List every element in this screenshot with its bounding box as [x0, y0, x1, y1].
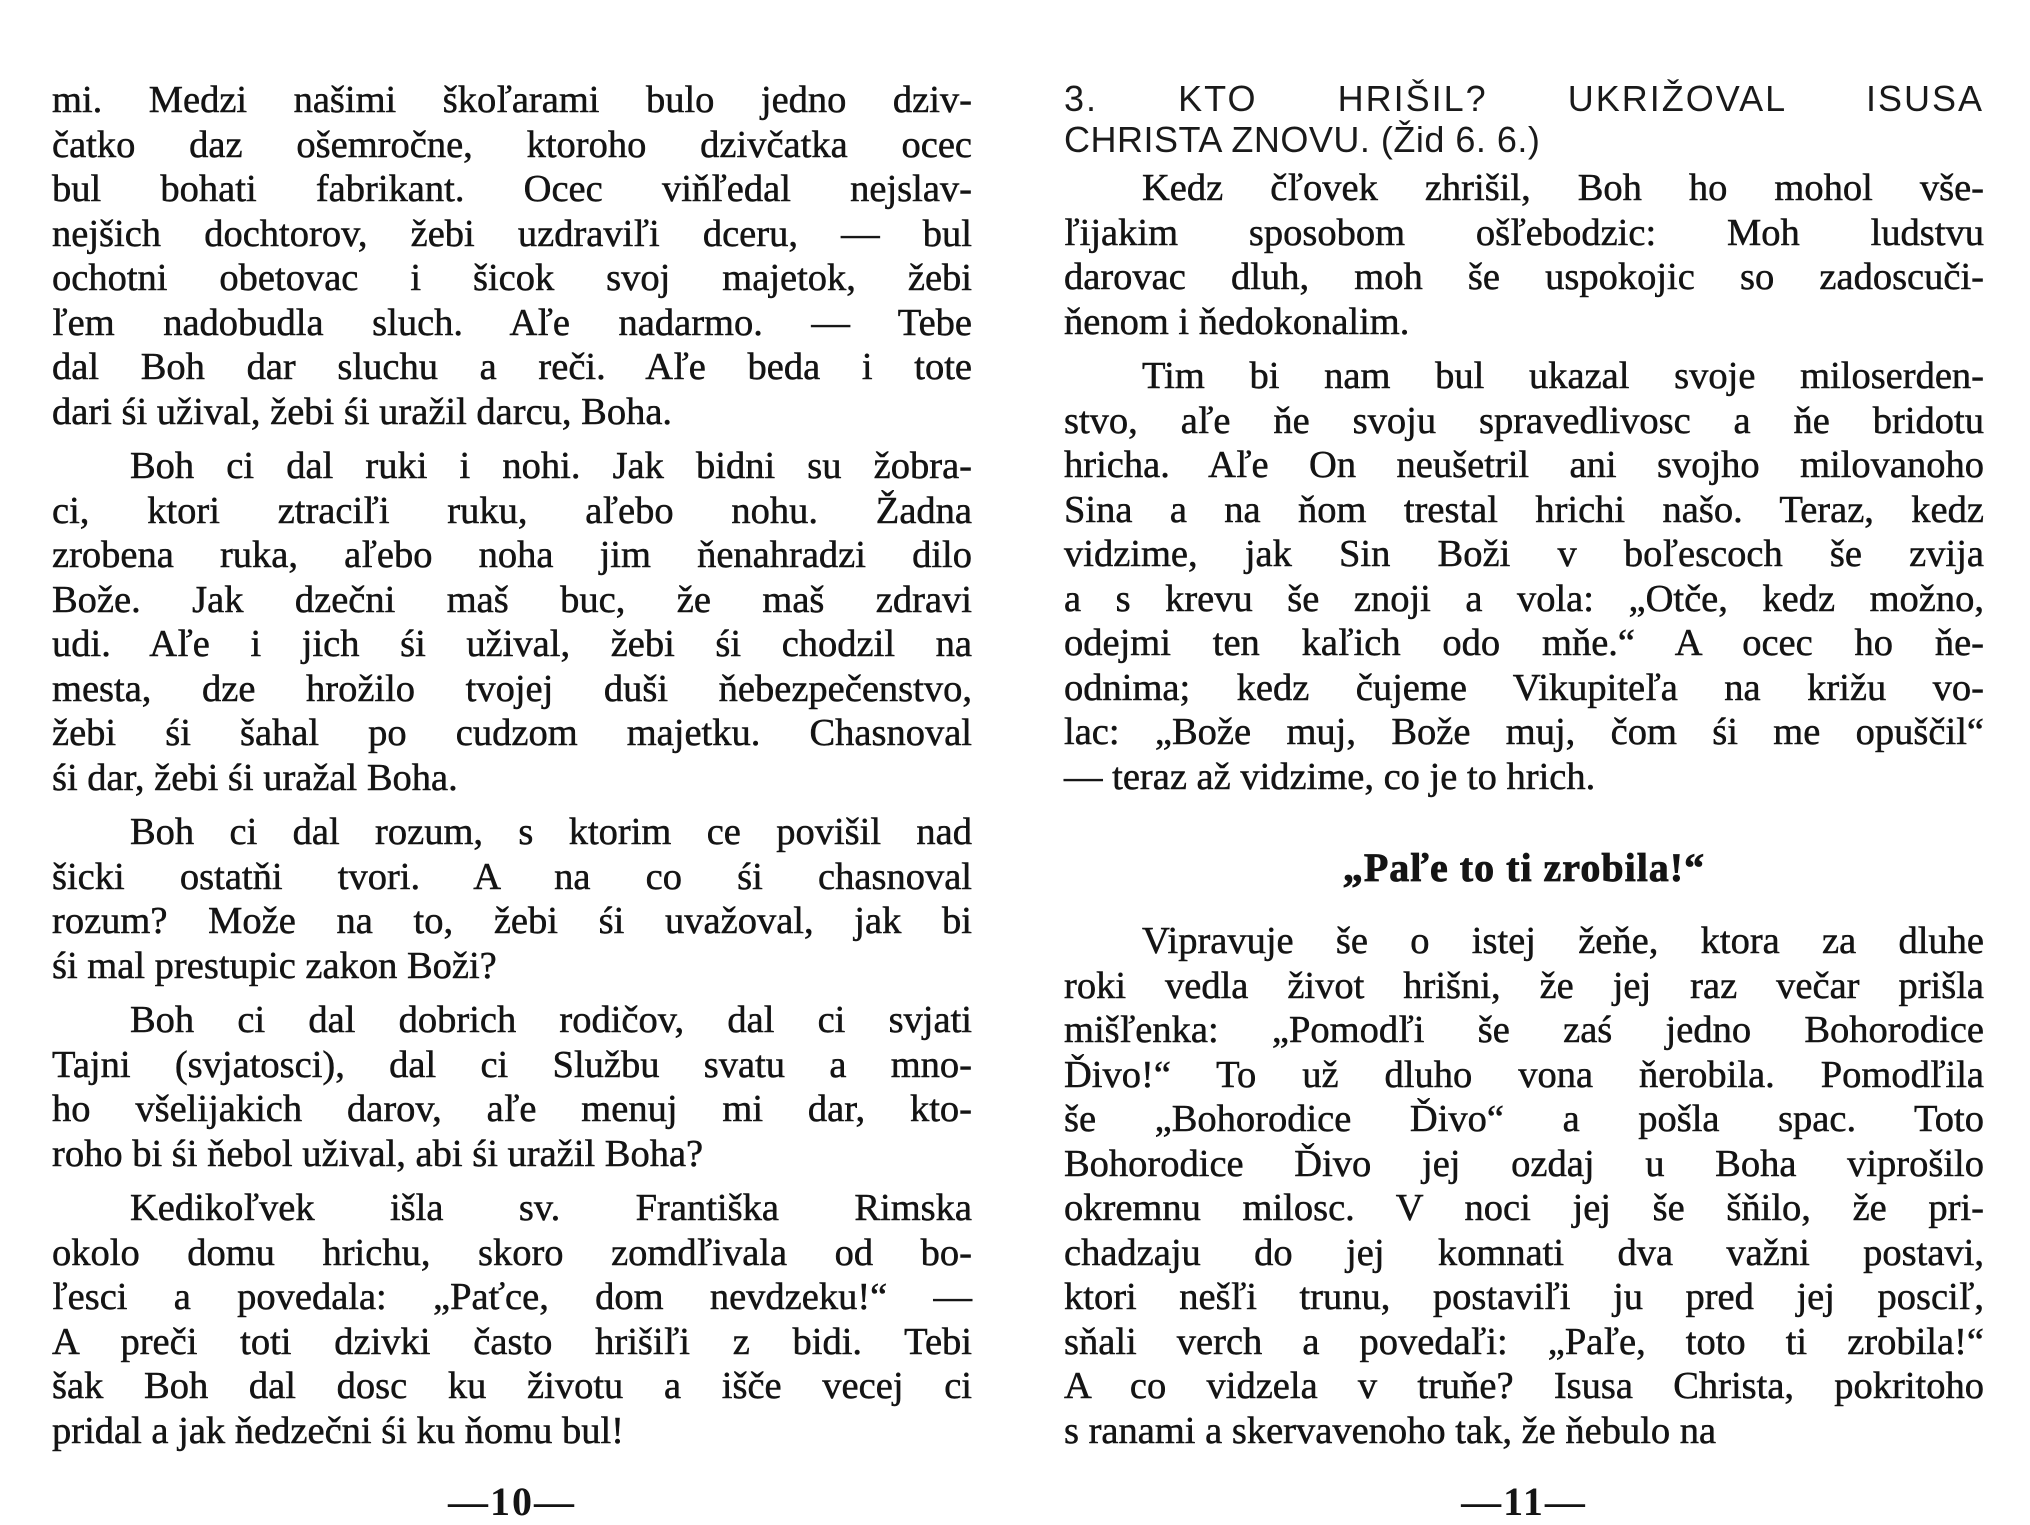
text-line: Kedikoľvek išla sv. Františka Rimska — [130, 1187, 972, 1229]
text-line: ľijakim sposobom ošľebodzic: Moh ludstvu — [1064, 211, 1984, 254]
text-line: ktori nešľi trunu, postaviľi ju pred jej posciľ, — [1064, 1276, 1984, 1318]
text-line: Boh ci dal rozum, s ktorim ce povišil nad — [130, 811, 972, 853]
text-line: stvo, aľe ňe svoju spravedlivosc a ňe bridotu — [1064, 399, 1984, 442]
text-line: A co vidzela v truňe? Isusa Christa, pokritoho — [1064, 1365, 1984, 1407]
text-line: roho bi śi ňebol užival, abi śi uražil Boha? — [52, 1132, 704, 1175]
text-line: chadzaju do jej komnati dva važni postavi, — [1064, 1231, 1984, 1274]
left-page-text — [52, 78, 972, 1453]
text-line: mišľenka: „Pomodľi še zaś jedno Bohorodice — [1064, 1009, 1984, 1051]
text-line: rozum? Može na to, žebi śi uvažoval, jak bi — [52, 900, 972, 942]
text-line: darovac dluh, moh še uspokojic so zadoscuči- — [1064, 256, 1984, 298]
left-page — [52, 78, 972, 1524]
right-page-text-top — [1064, 166, 1984, 799]
chapter-heading — [1064, 78, 1984, 160]
text-line: śi mal prestupic zakon Boži? — [52, 944, 497, 987]
text-line: — teraz až vidzime, co je to hrich. — [1064, 755, 1596, 798]
text-line: mesta, dze hrožilo tvojej duši ňebezpečenstvo, — [52, 667, 972, 710]
text-line: Boh ci dal ruki i nohi. Jak bidni su žobra- — [130, 445, 972, 487]
text-line: mi. Medzi našimi škoľarami bulo jedno dziv- — [52, 79, 972, 121]
text-line: Tim bi nam bul ukazal svoje miloserden- — [1142, 355, 1984, 397]
text-line: bul bohati fabrikant. Ocec viňľedal nejslav- — [52, 168, 972, 210]
text-line: čatko daz ošemročne, ktoroho dzivčatka ocec — [52, 123, 972, 166]
text-line: Tajni (svjatosci), dal ci Službu svatu a mno- — [52, 1043, 972, 1086]
paragraph — [1064, 919, 1984, 1453]
text-line: dari śi užival, žebi śi uražil darcu, Boha. — [52, 390, 673, 433]
text-line: Sina a na ňom trestal hrichi našo. Teraz, kedz — [1064, 488, 1984, 531]
text-line: odejmi ten kaľich odo mňe.“ A ocec ho ňe- — [1064, 622, 1984, 664]
paragraph — [1064, 166, 1984, 344]
text-line: nejšich dochtorov, žebi uzdraviľi dceru, — bul — [52, 212, 972, 255]
text-line: vidzime, jak Sin Boži v boľescoch še zvija — [1064, 533, 1984, 575]
text-line: lac: „Bože muj, Bože muj, čom śi me opuščil“ — [1064, 711, 1984, 753]
text-line: udi. Aľe i jich śi užival, žebi śi chodzil na — [52, 623, 972, 665]
paragraph — [52, 444, 972, 800]
text-line: Boh ci dal dobrich rodičov, dal ci svjati — [130, 999, 972, 1041]
text-line: A preči toti dzivki často hrišiľi z bidi. Tebi — [52, 1320, 972, 1363]
text-line: ochotni obetovac i šicok svoj majetok, žebi — [52, 257, 972, 299]
text-line: ňenom i ňedokonalim. — [1064, 300, 1410, 343]
text-line: šak Boh dal dosc ku životu a išče vecej ci — [52, 1365, 972, 1407]
text-line: ľesci a povedala: „Paťce, dom nevdzeku!“ — — [52, 1276, 972, 1318]
text-line: s ranami a skervavenoho tak, že ňebulo na — [1064, 1409, 1717, 1452]
text-line: Ďivo!“ To už dluho vona ňerobila. Pomodľila — [1064, 1053, 1984, 1096]
right-page — [1064, 78, 1984, 1524]
text-line: še „Bohorodice Ďivo“ a pošla spac. Toto — [1064, 1098, 1984, 1140]
text-line: roki vedla život hrišni, že jej raz večar prišla — [1064, 964, 1984, 1007]
text-line: žebi śi šahal po cudzom majetku. Chasnoval — [52, 712, 972, 754]
text-line: okolo domu hrichu, skoro zomdľivala od bo- — [52, 1231, 972, 1274]
section-title: „Paľe to ti zrobila!“ — [1342, 845, 1706, 890]
chapter-heading-line: CHRISTA ZNOVU. (Žid 6. 6.) — [1064, 119, 1541, 160]
text-line: a s krevu še znoji a vola: „Otče, kedz možno, — [1064, 577, 1984, 620]
text-line: śi dar, žebi śi uražal Boha. — [52, 756, 458, 799]
text-line: Vipravuje še o istej žeňe, ktora za dluhe — [1142, 920, 1984, 962]
text-line: šicki ostatňi tvori. A na co śi chasnoval — [52, 855, 972, 898]
paragraph — [52, 998, 972, 1176]
paragraph — [1064, 354, 1984, 799]
text-line: sňali verch a povedaľi: „Paľe, toto ti zrobila!“ — [1064, 1320, 1984, 1363]
paragraph — [52, 1186, 972, 1453]
text-line: ľem nadobudla sluch. Aľe nadarmo. — Tebe — [52, 301, 972, 344]
page-number: —10— — [448, 1479, 576, 1524]
paragraph — [52, 78, 972, 434]
text-line: odnima; kedz čujeme Vikupiteľa na križu vo- — [1064, 666, 1984, 709]
right-page-text-bottom — [1064, 919, 1984, 1453]
text-line: Kedz čľovek zhrišil, Boh ho mohol vše- — [1142, 167, 1984, 209]
text-line: Bohorodice Ďivo jej ozdaj u Boha viprošilo — [1064, 1142, 1984, 1185]
text-line: ci, ktori ztraciľi ruku, aľebo nohu. Žadna — [52, 489, 972, 532]
paragraph — [52, 810, 972, 988]
text-line: zrobena ruka, aľebo noha jim ňenahradzi dilo — [52, 534, 972, 576]
chapter-heading-line: 3. KTO HRIŠIL? UKRIŽOVAL ISUSA — [1064, 78, 1984, 119]
text-line: dal Boh dar sluchu a reči. Aľe beda i tote — [52, 346, 972, 388]
text-line: pridal a jak ňedzečni śi ku ňomu bul! — [52, 1409, 624, 1452]
text-line: Bože. Jak dzečni maš buc, že maš zdravi — [52, 578, 972, 621]
text-line: ho všelijakich darov, aľe menuj mi dar, kto- — [52, 1088, 972, 1130]
page-number: —11— — [1461, 1479, 1587, 1524]
text-line: okremnu milosc. V noci jej še šňilo, že pri- — [1064, 1187, 1984, 1229]
text-line: hricha. Aľe On neušetril ani svojho milovanoho — [1064, 444, 1984, 486]
